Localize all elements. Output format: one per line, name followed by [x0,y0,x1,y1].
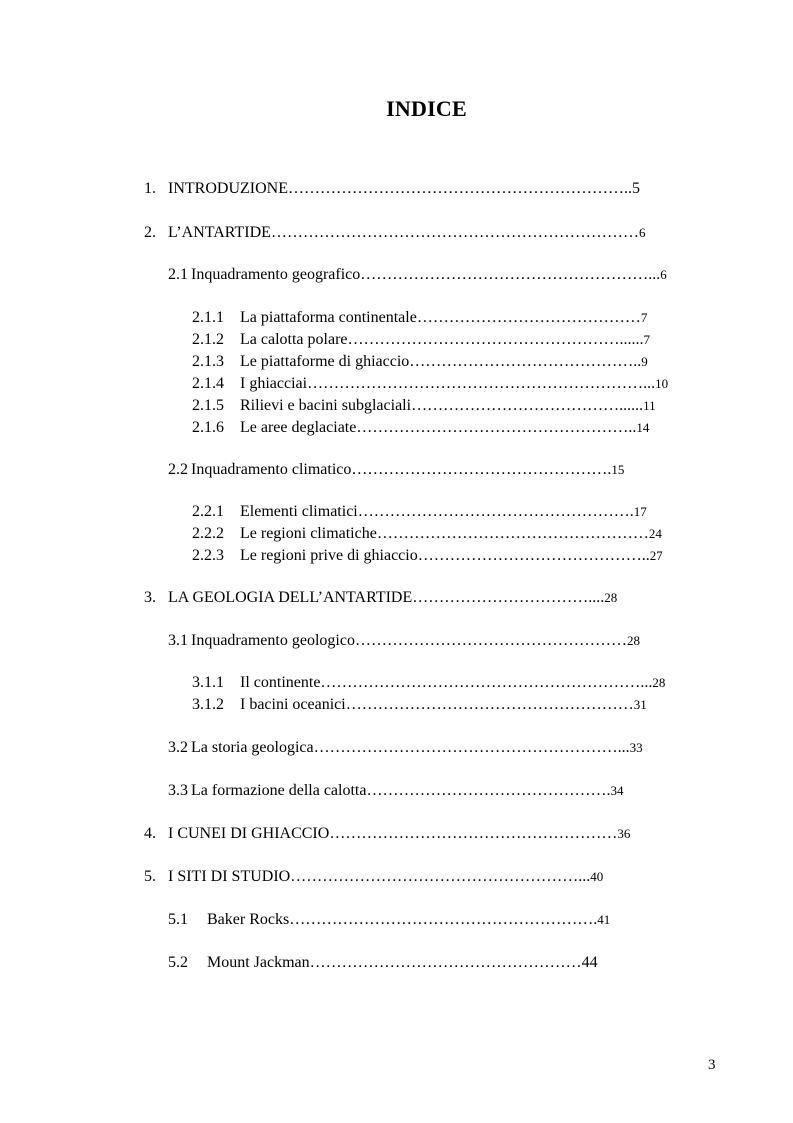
toc-entry-leader: …………………………………………… [309,954,582,971]
toc-entry[interactable] [192,419,649,437]
toc-entry[interactable] [168,739,643,757]
toc-entry-title: Le regioni prive di ghiaccio [240,547,418,564]
toc-entry-number: 3.1.2 [192,696,224,713]
toc-entry-number: 3. [144,589,156,606]
toc-entry-leader: …………………………………….. [409,353,642,370]
toc-entry-leader: ……………………………………………...... [347,331,644,348]
toc-entry-number: 2.1.4 [192,375,224,392]
toc-entry-title: La calotta polare [240,331,348,348]
toc-entry-title: La storia geologica [191,739,314,756]
toc-entry-leader: …………………………………………….. [356,419,637,436]
toc-entry[interactable] [144,224,645,242]
toc-entry-number: 5.1 [168,911,188,928]
toc-entry-title: INTRODUZIONE [168,180,288,197]
toc-entry[interactable] [168,954,598,972]
toc-entry-title: Inquadramento geografico [191,266,361,283]
toc-entry-number: 2.1.3 [192,353,224,370]
toc-entry[interactable] [144,868,603,886]
toc-entry[interactable] [192,397,656,415]
toc-entry[interactable] [144,180,640,198]
toc-entry-leader: ………………………………………………... [290,868,591,885]
toc-entry-leader: …………………………………………… [376,525,649,542]
toc-entry-leader: …………………………….... [412,589,605,606]
toc-entry-title: La piattaforma continentale [240,309,417,326]
toc-entry-title: Baker Rocks [207,911,290,928]
toc-entry-title: Il continente [240,674,321,691]
toc-entry-number: 5. [144,868,156,885]
toc-entry-leader: …………………………………...... [411,397,644,414]
toc-entry-page: 44 [581,954,598,971]
toc-entry[interactable] [192,309,647,327]
toc-entry[interactable] [192,525,662,543]
toc-entry-number: 2.1.1 [192,309,224,326]
toc-entry-title: Le regioni climatiche [240,525,377,542]
toc-entry-number: 5.2 [168,954,188,971]
toc-entry-page: 5 [631,180,640,197]
toc-entry-number: 2.2.1 [192,503,224,520]
toc-entry-leader: …………………………………………………... [313,739,630,756]
toc-entry-number: 3.3 [168,782,188,799]
toc-entry[interactable] [168,632,640,650]
toc-entry-number: 2.2.3 [192,547,224,564]
toc-entry-page: 6 [660,267,667,282]
toc-entry-title: Elementi climatici [240,503,358,520]
toc-entry-number: 2.1.6 [192,419,224,436]
toc-entry[interactable] [144,825,630,843]
toc-entry-leader: ………………………………………. [366,782,611,799]
toc-entry-leader: …………………………………………………. [289,911,598,928]
toc-entry-number: 2.1 [168,266,188,283]
toc-entry-page: 7 [640,310,648,325]
toc-entry-number: 2.1.2 [192,331,224,348]
toc-entry-title: La formazione della calotta [191,782,367,799]
toc-entry[interactable] [192,503,647,521]
toc-entry[interactable] [192,547,663,565]
toc-entry-title: Le piattaforme di ghiaccio [240,353,410,370]
toc-entry-leader: …………………………………….. [417,547,650,564]
toc-entry-title: I SITI DI STUDIO [168,868,291,885]
toc-entry-page: 6 [638,225,646,240]
toc-entry-leader: …………………………………… [416,309,641,326]
toc-entry-page: 7 [643,332,650,347]
toc-entry-title: Mount Jackman [207,954,310,971]
toc-entry-title: L’ANTARTIDE [168,224,271,241]
toc-entry-number: 2.2 [168,461,188,478]
toc-entry-number: 3.2 [168,739,188,756]
toc-entry[interactable] [192,353,648,371]
toc-entry-page: 41 [597,912,611,927]
toc-entry-leader: …………………………………………………………… [270,224,639,241]
toc-entry-leader: …………………………………………… [354,632,627,649]
toc-entry-page: 14 [636,420,650,435]
toc-entry-title: LA GEOLOGIA DELL’ANTARTIDE [168,589,413,606]
toc-entry-page: 10 [655,376,669,391]
toc-entry-leader: ………………………………………………... [360,266,661,283]
toc-entry-leader: ……………………………………………………... [320,674,653,691]
toc-entry-page: 28 [604,590,618,605]
toc-entry-page: 24 [648,526,662,541]
page-title: INDICE [386,96,467,121]
toc-entry-leader: ……………………………………………… [329,825,618,842]
toc-entry-leader: ………………………………………………………... [307,375,656,392]
toc-entry[interactable] [168,911,610,929]
toc-entry-number: 2.1.5 [192,397,224,414]
toc-entry-title: Le aree deglaciate [240,419,357,436]
toc-entry-title: Rilievi e bacini subglaciali [240,397,412,414]
toc-entry-leader: ……………………………………………. [357,503,634,520]
toc-entry-leader: ……………………………………………………….. [287,180,632,197]
toc-entry-number: 2. [144,224,156,241]
toc-entry-title: I CUNEI DI GHIACCIO [168,825,330,842]
toc-entry-title: I bacini oceanici [240,696,346,713]
toc-entry-page: 40 [590,869,604,884]
toc-entry-page: 34 [610,783,624,798]
toc-entry[interactable] [192,375,668,393]
toc-entry-title: Inquadramento geologico [191,632,355,649]
toc-entry-number: 2.2.2 [192,525,224,542]
toc-entry[interactable] [168,782,623,800]
toc-entry-leader: ……………………………………………… [345,696,634,713]
toc-entry-page: 31 [633,697,647,712]
toc-entry-number: 4. [144,825,156,842]
toc-entry-page: 11 [643,398,656,413]
toc-entry-page: 15 [611,462,625,477]
toc-entry-title: I ghiacciai [240,375,308,392]
toc-entry-page: 17 [633,504,647,519]
page-number: 3 [708,1057,716,1073]
toc-entry[interactable] [168,461,624,479]
toc-entry-page: 36 [617,826,631,841]
toc-entry-page: 28 [652,675,666,690]
toc-entry[interactable] [192,674,665,692]
toc-entry-page: 33 [629,740,643,755]
toc-entry-page: 28 [626,633,640,648]
toc-entry-number: 1. [144,180,156,197]
toc-entry[interactable] [168,266,667,284]
toc-entry[interactable] [192,331,650,349]
toc-entry[interactable] [192,696,647,714]
toc-entry-leader: …………………………………………. [351,461,612,478]
toc-entry-number: 3.1 [168,632,188,649]
toc-entry-title: Inquadramento climatico [191,461,352,478]
toc-entry-page: 9 [641,354,648,369]
toc-entry-page: 27 [649,548,663,563]
toc-entry-number: 3.1.1 [192,674,224,691]
toc-entry[interactable] [144,589,617,607]
